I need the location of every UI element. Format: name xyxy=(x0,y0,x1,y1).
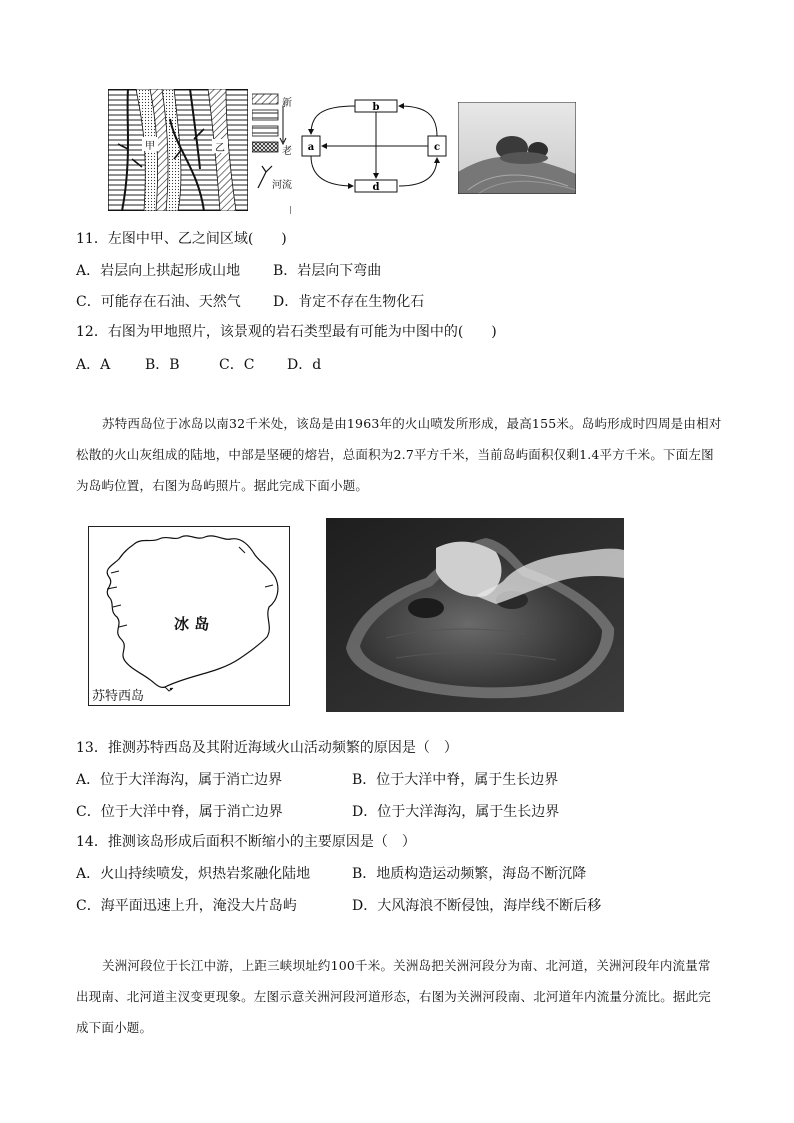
strata-map xyxy=(108,89,248,211)
passage-surtsey: 苏特西岛位于冰岛以南32千米处，该岛是由1963年的火山喷发所形成，最高155米。岛屿形成时四周是由相对松散的火山灰组成的陆地，中部是坚硬的熔岩，总面积为2.7平方千米，当前岛屿面积仅剩1.4平方千米。下面左图为岛屿位置，右图为岛屿照片。据此完成下面小题。 xyxy=(76,416,722,493)
label-yi: 乙 xyxy=(215,143,225,154)
strata-legend xyxy=(252,92,302,212)
q11-option-c[interactable]: C．可能存在石油、天然气 xyxy=(76,294,241,310)
tick-mark xyxy=(290,206,291,214)
node-a: a xyxy=(307,142,315,153)
q12-option-d[interactable]: D．d xyxy=(287,357,322,373)
q12-option-b[interactable]: B．B xyxy=(145,357,180,373)
q12-option-c[interactable]: C．C xyxy=(219,357,255,373)
q14-option-d[interactable]: D．大风海浪不断侵蚀，海岸线不断后移 xyxy=(352,898,602,914)
q13-option-b[interactable]: B．位于大洋中脊，属于生长边界 xyxy=(352,772,559,788)
map-label-surtsey: 苏特西岛 xyxy=(92,689,145,704)
surtsey-island-photo xyxy=(326,518,624,712)
q13-option-c[interactable]: C．位于大洋中脊，属于消亡边界 xyxy=(76,804,283,820)
node-c: c xyxy=(433,142,441,153)
q14-option-c[interactable]: C．海平面迅速上升，淹没大片岛屿 xyxy=(76,898,297,914)
q11-option-d[interactable]: D．肯定不存在生物化石 xyxy=(273,294,425,310)
q11-option-a[interactable]: A．岩层向上拱起形成山地 xyxy=(76,263,241,279)
q13-option-d[interactable]: D．位于大洋海沟，属于生长边界 xyxy=(352,804,560,820)
q13-stem: 13．推测苏特西岛及其附近海域火山活动频繁的原因是（ ） xyxy=(76,740,458,756)
q11-stem: 11．左图中甲、乙之间区域( ) xyxy=(76,231,287,247)
rock-cycle-diagram xyxy=(300,96,450,198)
map-label-iceland: 冰 岛 xyxy=(174,615,210,633)
q14-option-a[interactable]: A．火山持续喷发，炽热岩浆融化陆地 xyxy=(76,866,311,882)
q14-option-b[interactable]: B．地质构造运动频繁，海岛不断沉降 xyxy=(352,866,587,882)
passage-guanzhou: 关洲河段位于长江中游，上距三峡坝址约100千米。关洲岛把关洲河段分为南、北河道，关洲河段年内流量常出现南、北河道主汊变更现象。左图示意关洲河段河道形态，右图为关洲河段南、北河道年内流量分流比。据此完成下面小题。 xyxy=(76,958,712,1035)
rock-landscape-photo xyxy=(458,102,576,194)
q11-option-b[interactable]: B．岩层向下弯曲 xyxy=(273,263,382,279)
legend-river: 河流 xyxy=(272,180,292,191)
q13-option-a[interactable]: A．位于大洋海沟，属于消亡边界 xyxy=(76,772,283,788)
legend-old: 老 xyxy=(282,146,292,157)
q12-option-a[interactable]: A．A xyxy=(76,357,111,373)
q12-stem: 12．右图为甲地照片，该景观的岩石类型最有可能为中图中的( ) xyxy=(76,324,497,340)
legend-new: 新 xyxy=(282,98,292,109)
q14-stem: 14．推测该岛形成后面积不断缩小的主要原因是（ ） xyxy=(76,834,416,850)
node-b: b xyxy=(372,102,380,113)
iceland-location-map xyxy=(88,526,290,706)
node-d: d xyxy=(372,182,380,193)
label-jia: 甲 xyxy=(145,141,155,152)
